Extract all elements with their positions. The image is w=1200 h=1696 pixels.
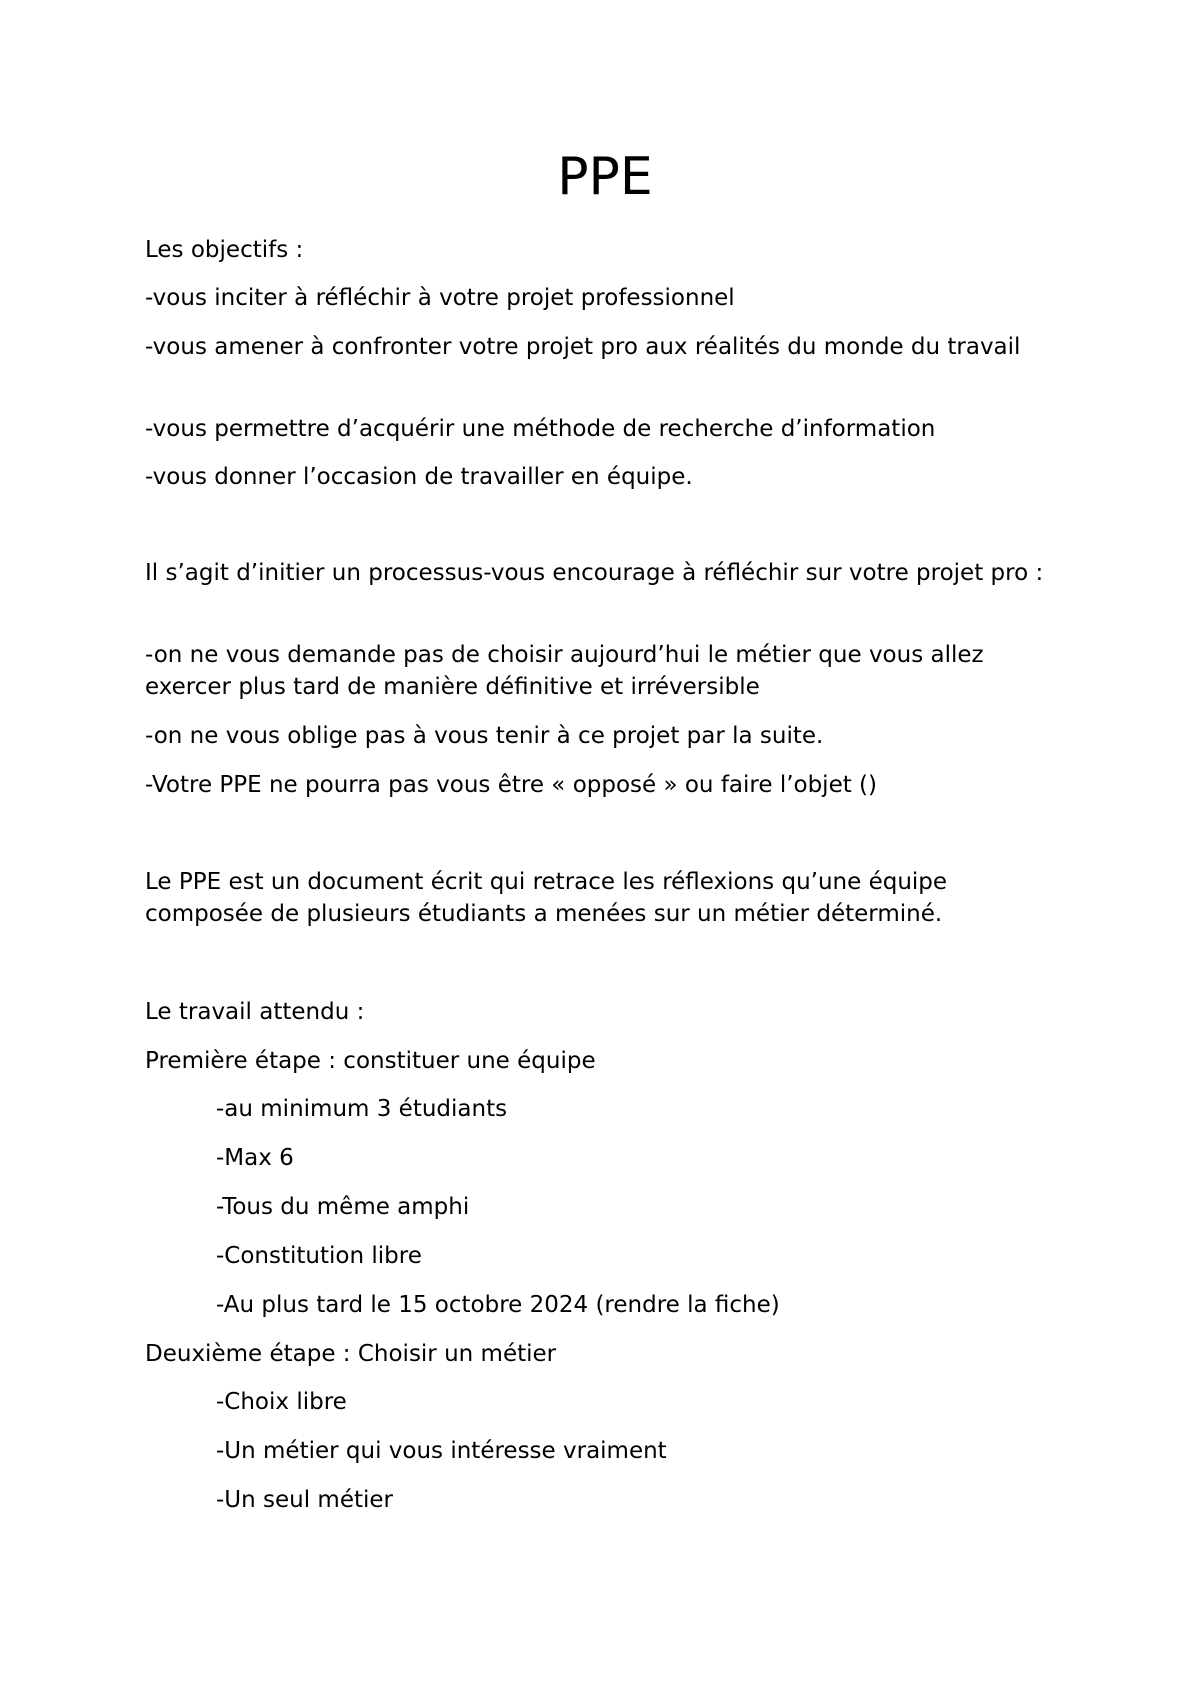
- process-intro: Il s’agit d’initier un processus-vous encourage à réfléchir sur votre projet pro :: [145, 560, 1044, 586]
- step1-item: -Max 6: [216, 1145, 294, 1171]
- definition-paragraph: Le PPE est un document écrit qui retrace les réflexions qu’une équipe composée de plusieurs étudiants a menées sur un métier déterminé.: [145, 869, 948, 927]
- process-item: -on ne vous oblige pas à vous tenir à ce projet par la suite.: [145, 723, 824, 749]
- step2-item: -Un seul métier: [216, 1487, 394, 1513]
- objective-item: -vous inciter à réfléchir à votre projet professionnel: [145, 285, 735, 311]
- objective-item: -vous permettre d’acquérir une méthode de recherche d’information: [145, 416, 936, 442]
- objectives-heading: Les objectifs :: [145, 237, 304, 263]
- step2-item: -Choix libre: [216, 1389, 347, 1415]
- document-title: PPE: [557, 147, 653, 207]
- process-item: -on ne vous demande pas de choisir aujourd’hui le métier que vous allez exercer plus tard de manière définitive et irréversible: [145, 642, 984, 700]
- step1-heading: Première étape : constituer une équipe: [145, 1048, 596, 1074]
- step1-item: -Constitution libre: [216, 1243, 422, 1269]
- step2-heading: Deuxième étape : Choisir un métier: [145, 1341, 557, 1367]
- step1-item: -Au plus tard le 15 octobre 2024 (rendre la fiche): [216, 1292, 780, 1318]
- step2-item: -Un métier qui vous intéresse vraiment: [216, 1438, 667, 1464]
- objective-item: -vous donner l’occasion de travailler en équipe.: [145, 464, 693, 490]
- step1-item: -Tous du même amphi: [216, 1194, 470, 1220]
- step1-item: -au minimum 3 étudiants: [216, 1096, 508, 1122]
- work-heading: Le travail attendu :: [145, 999, 365, 1025]
- process-item: -Votre PPE ne pourra pas vous être « opposé » ou faire l’objet (): [145, 772, 878, 798]
- objective-item: -vous amener à confronter votre projet pro aux réalités du monde du travail: [145, 334, 1021, 360]
